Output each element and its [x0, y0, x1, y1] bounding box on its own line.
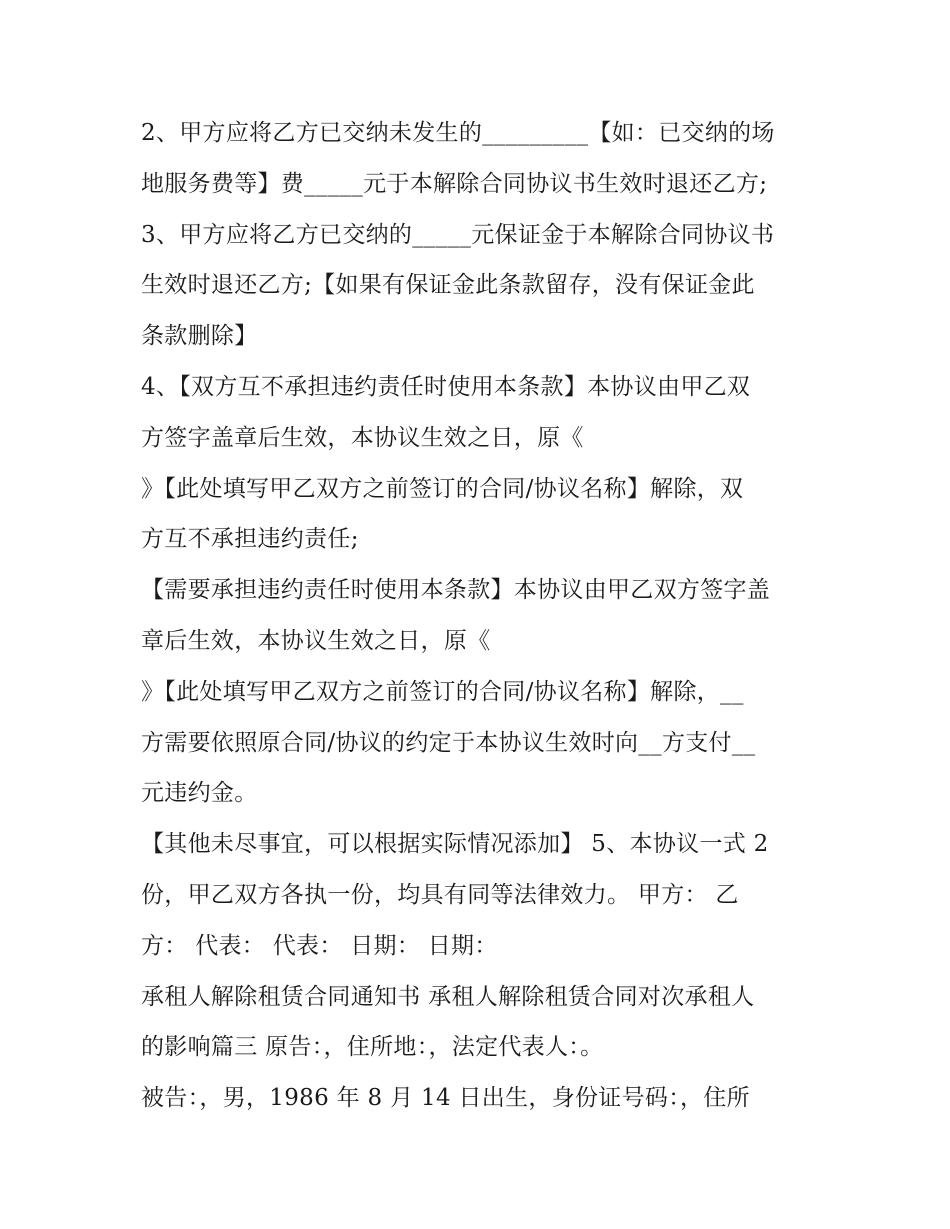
text-line: 的影响篇三 原告：，住所地：，法定代表人：。	[141, 1034, 604, 1061]
text-line: 》【此处填写甲乙双方之前签订的合同/协议名称】解除，双	[141, 475, 744, 502]
text-line: 份，甲乙双方各执一份，均具有同等法律效力。 甲方： 乙	[141, 881, 739, 908]
text-line: 承租人解除租赁合同通知书 承租人解除租赁合同对次承租人	[141, 983, 755, 1010]
text-line: 条款删除】	[141, 323, 258, 350]
text-line: 方互不承担违约责任;	[141, 526, 359, 553]
text-line: 》【此处填写甲乙双方之前签订的合同/协议名称】解除，__	[141, 678, 744, 705]
text-line: 3、甲方应将乙方已交纳的_____元保证金于本解除合同协议书	[141, 221, 775, 248]
text-line: 【需要承担违约责任时使用本条款】本协议由甲乙双方签字盖	[141, 577, 771, 604]
text-line: 地服务费等】费_____元于本解除合同协议书生效时退还乙方;	[141, 170, 768, 197]
text-line: 元违约金。	[141, 780, 258, 807]
text-line: 章后生效，本协议生效之日，原《	[141, 627, 491, 654]
text-line: 2、甲方应将乙方已交纳未发生的_________【如：已交纳的场	[141, 120, 775, 146]
text-line: 方需要依照原合同/协议的约定于本协议生效时向__方支付__	[141, 729, 756, 756]
text-line: 4、【双方互不承担违约责任时使用本条款】本协议由甲乙双	[141, 373, 751, 400]
text-line: 【其他未尽事宜，可以根据实际情况添加】 5、本协议一式 2	[141, 831, 769, 858]
text-line: 被告：，男，1986 年 8 月 14 日出生，身份证号码：，住所	[141, 1085, 750, 1112]
text-line: 生效时退还乙方;【如果有保证金此条款留存，没有保证金此	[141, 272, 755, 299]
text-line: 方： 代表： 代表： 日期： 日期：	[141, 932, 498, 959]
text-line: 方签字盖章后生效，本协议生效之日，原《	[141, 424, 584, 451]
document-body	[141, 108, 831, 1124]
